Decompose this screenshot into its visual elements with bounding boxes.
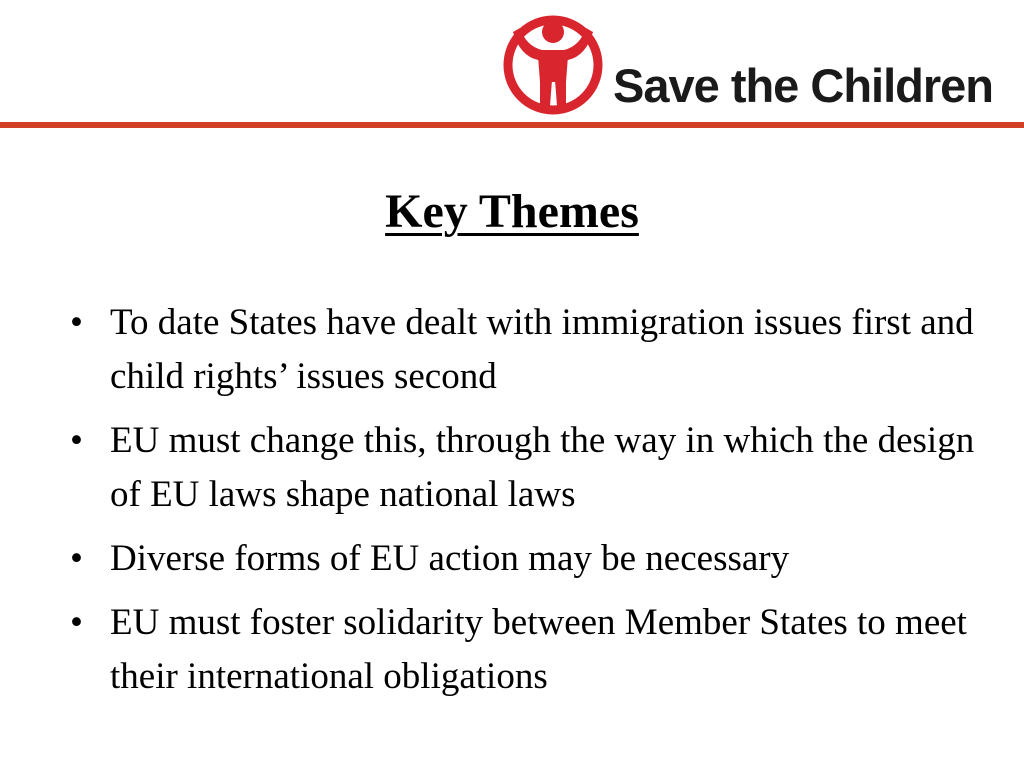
bullet-marker: • xyxy=(70,538,83,579)
bullet-text: To date States have dealt with immigration issues first and child rights’ issues second xyxy=(110,302,974,397)
bullet-item xyxy=(70,414,980,522)
bullet-marker: • xyxy=(70,420,83,461)
save-the-children-logo xyxy=(500,10,1020,120)
bullet-marker: • xyxy=(70,302,83,343)
slide-title: Key Themes xyxy=(385,185,639,238)
child-figure-logo-icon xyxy=(500,10,610,120)
bullet-text: EU must change this, through the way in which the design of EU laws shape national laws xyxy=(110,420,975,515)
bullet-item xyxy=(70,596,980,704)
bullet-item xyxy=(70,532,980,586)
bullet-text: Diverse forms of EU action may be necessary xyxy=(110,538,790,579)
bullet-marker: • xyxy=(70,602,83,643)
bullet-item xyxy=(70,296,980,404)
bullet-list xyxy=(70,296,980,714)
header-divider xyxy=(0,122,1024,128)
logo-wordmark: Save the Children xyxy=(613,59,993,112)
bullet-text: EU must foster solidarity between Member States to meet their international obligations xyxy=(110,602,967,697)
